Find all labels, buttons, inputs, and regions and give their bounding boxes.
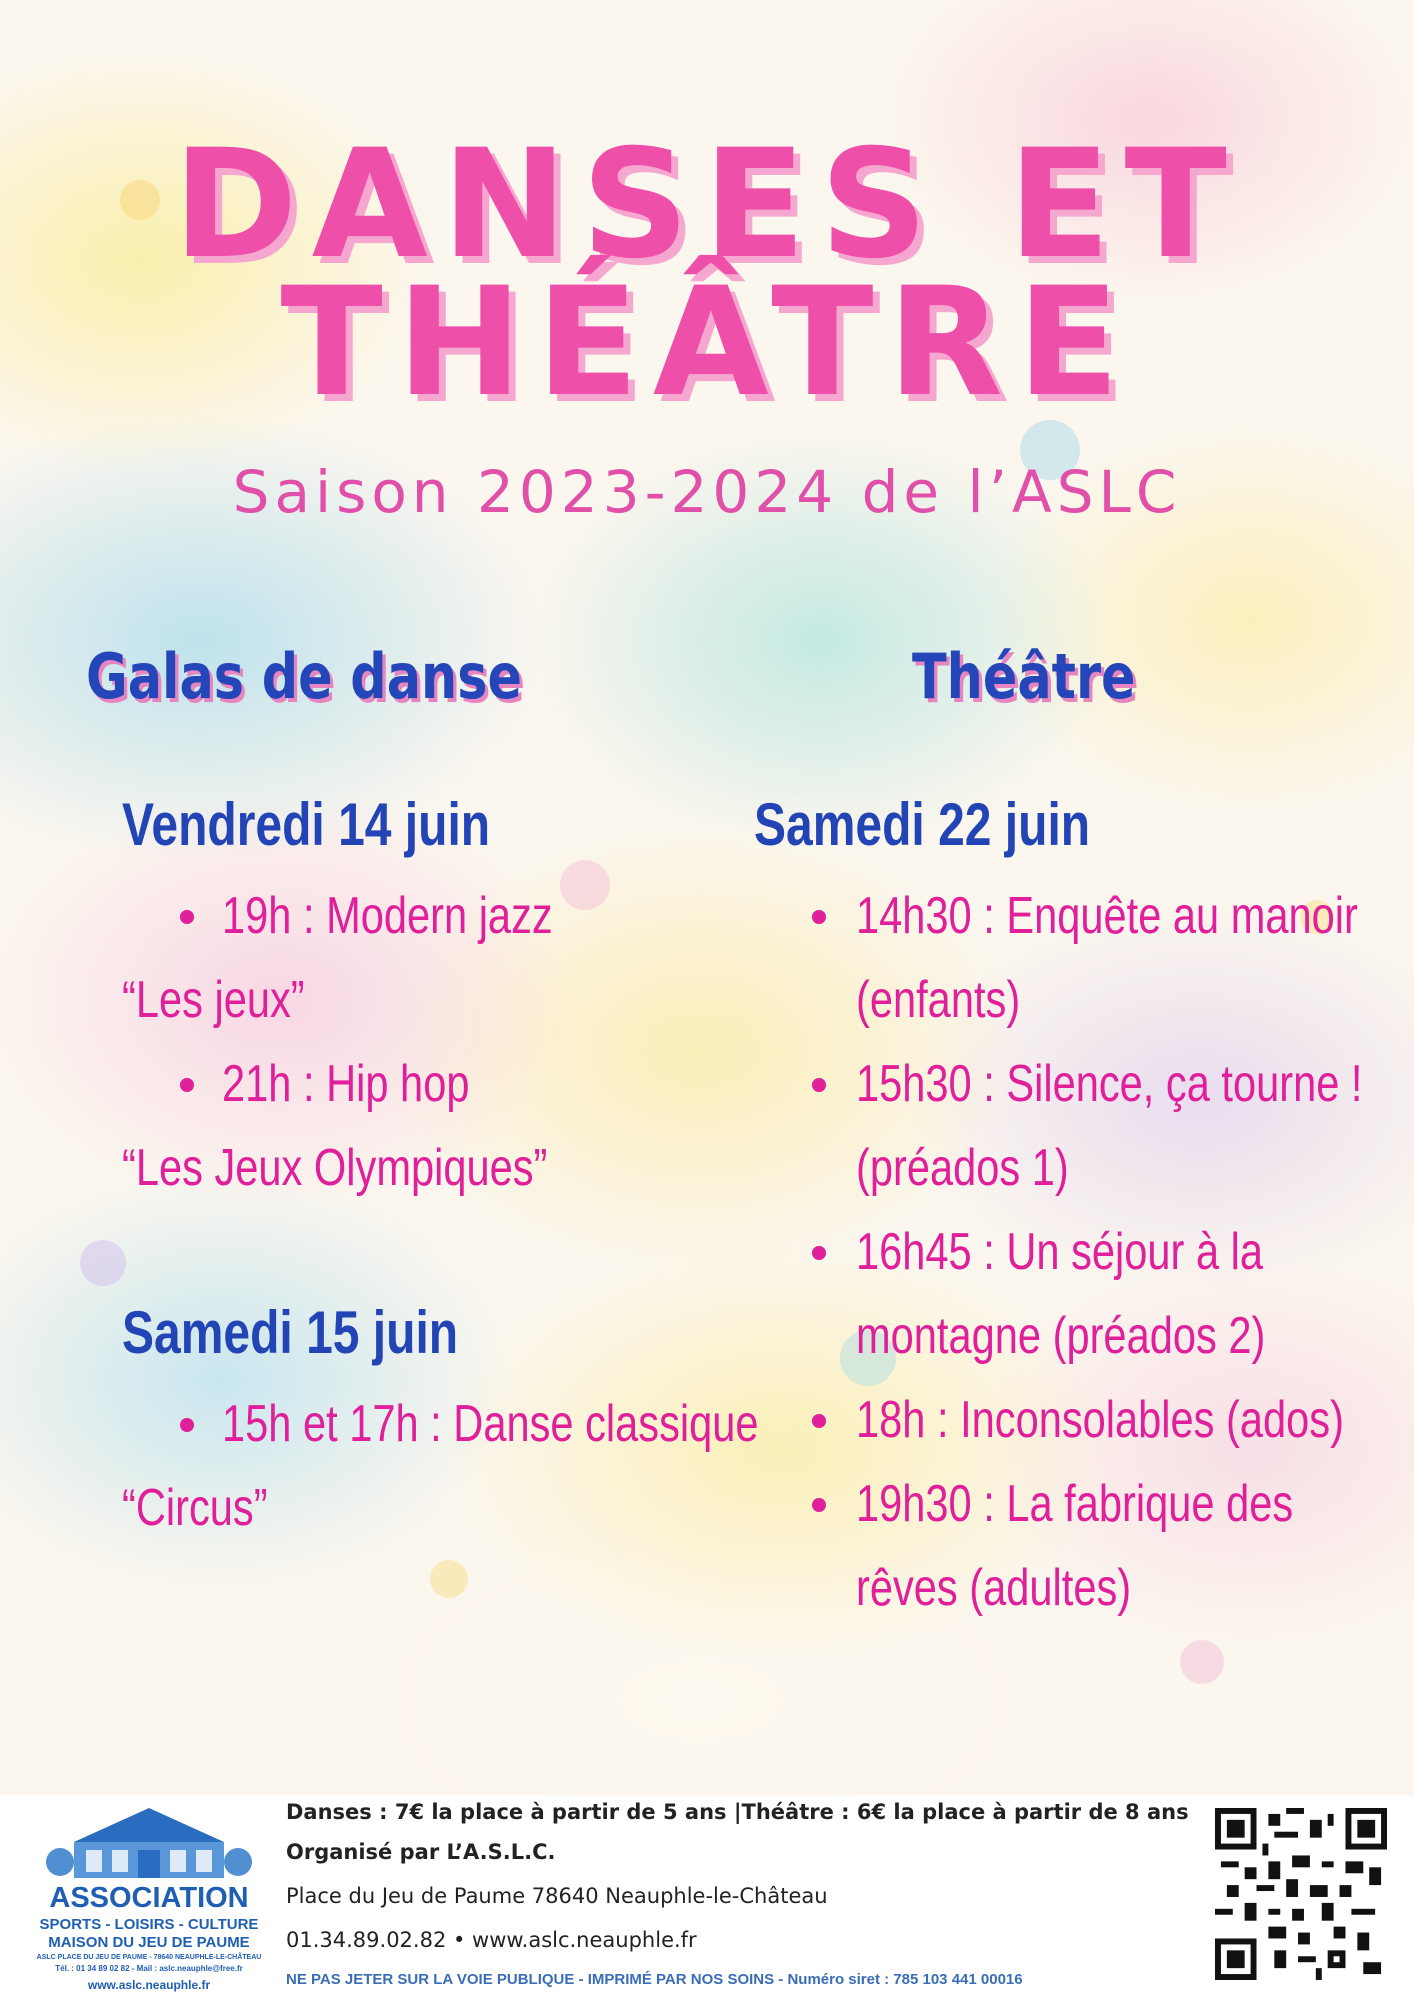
theatre-item-1: 14h30 : Enquête au manoir — [856, 887, 1358, 945]
logo-line2: MAISON DU JEU DE PAUME — [48, 1934, 250, 1951]
dance-day1-note1: “Les jeux” — [122, 971, 305, 1029]
title-line2: THÉÂTRE — [280, 256, 1134, 430]
dance-day2-note1: “Circus” — [122, 1479, 268, 1537]
bullet — [812, 1414, 826, 1428]
theatre-item-2: 15h30 : Silence, ça tourne ! — [856, 1055, 1363, 1113]
footer-prices — [286, 1800, 1189, 1824]
dance-day2-label: Samedi 15 juin — [122, 1299, 459, 1366]
theatre-item-5-cont: rêves (adultes) — [856, 1559, 1132, 1617]
theatre-heading: Théâtre — [912, 640, 1136, 713]
logo-line1: SPORTS - LOISIRS - CULTURE — [39, 1916, 259, 1933]
dance-heading: Galas de danse — [86, 640, 522, 713]
qr-code-icon[interactable] — [1215, 1808, 1387, 1980]
theatre-item-3-cont: montagne (préados 2) — [856, 1307, 1266, 1365]
theatre-item-1-cont: (enfants) — [856, 971, 1021, 1029]
theatre-item-4: 18h : Inconsolables (ados) — [856, 1391, 1344, 1449]
theatre-day-label: Samedi 22 juin — [754, 791, 1091, 858]
subtitle: Saison 2023-2024 de l’ASLC — [232, 458, 1182, 526]
bullet — [812, 1498, 826, 1512]
prices-theatre-label: Théâtre : — [741, 1800, 850, 1824]
bullet — [180, 1078, 194, 1092]
prices-danses: 7€ la place à partir de 5 ans | — [387, 1800, 742, 1824]
bullet — [812, 1246, 826, 1260]
logo-line3: ASLC PLACE DU JEU DE PAUME - 78640 NEAUPHLE-LE-CHÂTEAU — [36, 1954, 262, 1961]
bullet — [812, 1078, 826, 1092]
title-line1: DANSES ET — [173, 118, 1241, 292]
logo-line4: Tél. : 01 34 89 02 82 - Mail : aslc.neauphle@free.fr — [55, 1964, 243, 1973]
logo-name: ASSOCIATION — [49, 1882, 249, 1914]
prices-danses-label: Danses : — [286, 1800, 388, 1824]
bullet — [180, 1418, 194, 1432]
footer-address: Place du Jeu de Paume 78640 Neauphle-le-Château — [286, 1884, 828, 1908]
bullet — [812, 910, 826, 924]
dance-day1-item1: 19h : Modern jazz — [222, 887, 553, 945]
theatre-item-5: 19h30 : La fabrique des — [856, 1475, 1294, 1533]
theatre-item-3: 16h45 : Un séjour à la — [856, 1223, 1264, 1281]
footer-contact: 01.34.89.02.82 • www.aslc.neauphle.fr — [286, 1928, 697, 1952]
bullet — [180, 910, 194, 924]
dance-day1-label: Vendredi 14 juin — [122, 791, 491, 858]
theatre-item-2-cont: (préados 1) — [856, 1139, 1069, 1197]
prices-theatre: 6€ la place à partir de 8 ans — [849, 1800, 1189, 1824]
footer-organizer: Organisé par L’A.S.L.C. — [286, 1840, 556, 1864]
dance-day1-note2: “Les Jeux Olympiques” — [122, 1139, 548, 1197]
dance-day2-item1: 15h et 17h : Danse classique — [222, 1395, 759, 1453]
dance-day1-item2: 21h : Hip hop — [222, 1055, 470, 1113]
logo-url[interactable]: www.aslc.neauphle.fr — [87, 1978, 211, 1992]
footer-notice: NE PAS JETER SUR LA VOIE PUBLIQUE - IMPRIMÉ PAR NOS SOINS - Numéro siret : 785 103 441 00016 — [286, 1971, 1023, 1988]
